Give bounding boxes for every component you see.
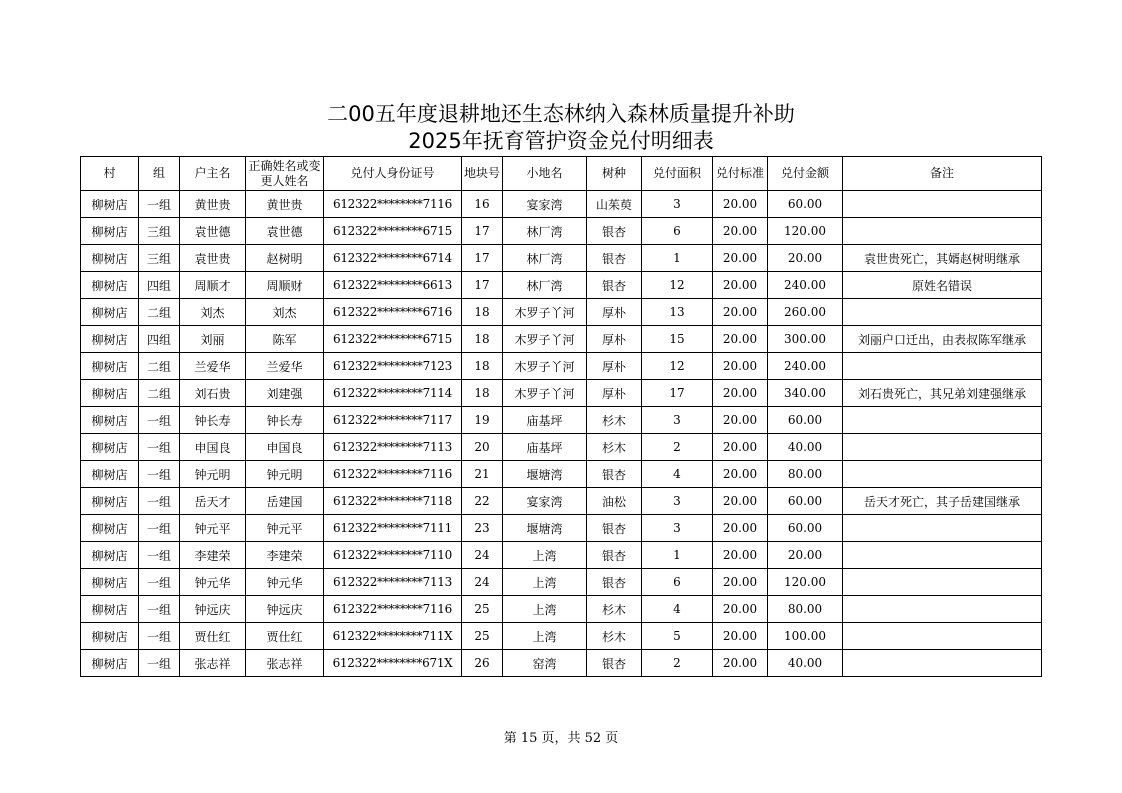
cell-correct-name: 赵树明 bbox=[246, 245, 324, 272]
cell-plot-number: 25 bbox=[462, 596, 503, 623]
table-row bbox=[81, 299, 1042, 326]
cell-amount: 300.00 bbox=[768, 326, 843, 353]
cell-remarks: 原姓名错误 bbox=[843, 272, 1042, 299]
cell-area: 17 bbox=[642, 380, 713, 407]
cell-remarks bbox=[843, 596, 1042, 623]
cell-area: 2 bbox=[642, 434, 713, 461]
cell-group: 一组 bbox=[139, 407, 180, 434]
table-row bbox=[81, 218, 1042, 245]
cell-standard: 20.00 bbox=[713, 542, 768, 569]
cell-place-name: 上湾 bbox=[503, 542, 587, 569]
cell-village: 柳树店 bbox=[81, 380, 139, 407]
cell-area: 3 bbox=[642, 488, 713, 515]
cell-householder: 刘丽 bbox=[180, 326, 246, 353]
cell-tree-species: 银杏 bbox=[587, 542, 642, 569]
table-row bbox=[81, 542, 1042, 569]
cell-plot-number: 25 bbox=[462, 623, 503, 650]
cell-area: 4 bbox=[642, 596, 713, 623]
cell-householder: 张志祥 bbox=[180, 650, 246, 677]
header-cell-standard: 兑付标准 bbox=[713, 157, 768, 191]
cell-standard: 20.00 bbox=[713, 461, 768, 488]
cell-id-number: 612322********6613 bbox=[324, 272, 462, 299]
cell-standard: 20.00 bbox=[713, 407, 768, 434]
header-cell-remarks: 备注 bbox=[843, 157, 1042, 191]
cell-amount: 60.00 bbox=[768, 488, 843, 515]
cell-correct-name: 钟远庆 bbox=[246, 596, 324, 623]
cell-amount: 80.00 bbox=[768, 596, 843, 623]
cell-correct-name: 周顺财 bbox=[246, 272, 324, 299]
cell-tree-species: 银杏 bbox=[587, 569, 642, 596]
cell-householder: 刘杰 bbox=[180, 299, 246, 326]
cell-standard: 20.00 bbox=[713, 596, 768, 623]
header-cell-id-number: 兑付人身份证号 bbox=[324, 157, 462, 191]
cell-correct-name: 刘杰 bbox=[246, 299, 324, 326]
cell-plot-number: 20 bbox=[462, 434, 503, 461]
header-cell-group: 组 bbox=[139, 157, 180, 191]
cell-place-name: 庙基坪 bbox=[503, 434, 587, 461]
cell-village: 柳树店 bbox=[81, 569, 139, 596]
cell-place-name: 林厂湾 bbox=[503, 218, 587, 245]
table-row bbox=[81, 353, 1042, 380]
cell-amount: 120.00 bbox=[768, 569, 843, 596]
cell-place-name: 庙基坪 bbox=[503, 407, 587, 434]
cell-place-name: 宴家湾 bbox=[503, 191, 587, 218]
page-number-footer: 第 15 页，共 52 页 bbox=[503, 731, 619, 746]
cell-amount: 60.00 bbox=[768, 407, 843, 434]
cell-group: 四组 bbox=[139, 272, 180, 299]
table-row bbox=[81, 191, 1042, 218]
cell-standard: 20.00 bbox=[713, 272, 768, 299]
cell-id-number: 612322********7111 bbox=[324, 515, 462, 542]
cell-standard: 20.00 bbox=[713, 191, 768, 218]
header-cell-tree-species: 树种 bbox=[587, 157, 642, 191]
cell-village: 柳树店 bbox=[81, 407, 139, 434]
cell-correct-name: 黄世贵 bbox=[246, 191, 324, 218]
cell-group: 一组 bbox=[139, 434, 180, 461]
cell-village: 柳树店 bbox=[81, 299, 139, 326]
cell-id-number: 612322********7110 bbox=[324, 542, 462, 569]
cell-remarks bbox=[843, 434, 1042, 461]
cell-amount: 260.00 bbox=[768, 299, 843, 326]
cell-place-name: 堰塘湾 bbox=[503, 461, 587, 488]
cell-plot-number: 23 bbox=[462, 515, 503, 542]
table-row bbox=[81, 245, 1042, 272]
table-row bbox=[81, 596, 1042, 623]
cell-village: 柳树店 bbox=[81, 461, 139, 488]
cell-place-name: 木罗子丫河 bbox=[503, 353, 587, 380]
cell-group: 一组 bbox=[139, 461, 180, 488]
cell-standard: 20.00 bbox=[713, 380, 768, 407]
cell-group: 三组 bbox=[139, 245, 180, 272]
cell-group: 二组 bbox=[139, 380, 180, 407]
cell-tree-species: 厚朴 bbox=[587, 353, 642, 380]
cell-group: 一组 bbox=[139, 515, 180, 542]
cell-tree-species: 银杏 bbox=[587, 515, 642, 542]
cell-place-name: 上湾 bbox=[503, 569, 587, 596]
cell-standard: 20.00 bbox=[713, 245, 768, 272]
cell-id-number: 612322********7113 bbox=[324, 434, 462, 461]
cell-remarks bbox=[843, 299, 1042, 326]
cell-tree-species: 银杏 bbox=[587, 272, 642, 299]
cell-remarks: 岳天才死亡，其子岳建国继承 bbox=[843, 488, 1042, 515]
cell-village: 柳树店 bbox=[81, 326, 139, 353]
table-header-row bbox=[81, 157, 1042, 191]
cell-correct-name: 张志祥 bbox=[246, 650, 324, 677]
cell-plot-number: 18 bbox=[462, 326, 503, 353]
cell-remarks bbox=[843, 542, 1042, 569]
cell-standard: 20.00 bbox=[713, 434, 768, 461]
cell-amount: 60.00 bbox=[768, 515, 843, 542]
cell-correct-name: 兰爱华 bbox=[246, 353, 324, 380]
cell-plot-number: 26 bbox=[462, 650, 503, 677]
cell-amount: 340.00 bbox=[768, 380, 843, 407]
cell-area: 3 bbox=[642, 515, 713, 542]
cell-id-number: 612322********6715 bbox=[324, 326, 462, 353]
cell-id-number: 612322********7116 bbox=[324, 191, 462, 218]
cell-remarks bbox=[843, 353, 1042, 380]
cell-remarks bbox=[843, 569, 1042, 596]
cell-village: 柳树店 bbox=[81, 542, 139, 569]
cell-correct-name: 钟元明 bbox=[246, 461, 324, 488]
cell-plot-number: 24 bbox=[462, 542, 503, 569]
cell-tree-species: 杉木 bbox=[587, 407, 642, 434]
cell-id-number: 612322********711X bbox=[324, 623, 462, 650]
cell-id-number: 612322********7123 bbox=[324, 353, 462, 380]
header-cell-place-name: 小地名 bbox=[503, 157, 587, 191]
cell-plot-number: 22 bbox=[462, 488, 503, 515]
cell-standard: 20.00 bbox=[713, 515, 768, 542]
cell-village: 柳树店 bbox=[81, 272, 139, 299]
cell-id-number: 612322********6714 bbox=[324, 245, 462, 272]
cell-standard: 20.00 bbox=[713, 299, 768, 326]
header-cell-plot-number: 地块号 bbox=[462, 157, 503, 191]
table-row bbox=[81, 326, 1042, 353]
cell-village: 柳树店 bbox=[81, 515, 139, 542]
cell-householder: 贾仕红 bbox=[180, 623, 246, 650]
cell-tree-species: 杉木 bbox=[587, 623, 642, 650]
cell-id-number: 612322********6715 bbox=[324, 218, 462, 245]
cell-group: 一组 bbox=[139, 542, 180, 569]
cell-remarks bbox=[843, 218, 1042, 245]
cell-group: 一组 bbox=[139, 650, 180, 677]
cell-amount: 40.00 bbox=[768, 650, 843, 677]
table-row bbox=[81, 488, 1042, 515]
cell-householder: 钟长寿 bbox=[180, 407, 246, 434]
table-row bbox=[81, 515, 1042, 542]
header-cell-area: 兑付面积 bbox=[642, 157, 713, 191]
cell-plot-number: 21 bbox=[462, 461, 503, 488]
cell-area: 12 bbox=[642, 353, 713, 380]
cell-plot-number: 18 bbox=[462, 299, 503, 326]
cell-standard: 20.00 bbox=[713, 353, 768, 380]
cell-remarks bbox=[843, 407, 1042, 434]
cell-householder: 钟元明 bbox=[180, 461, 246, 488]
cell-amount: 40.00 bbox=[768, 434, 843, 461]
cell-householder: 刘石贵 bbox=[180, 380, 246, 407]
header-cell-correct-name: 正确姓名或变更人姓名 bbox=[246, 157, 324, 191]
payment-detail-table bbox=[80, 156, 1042, 677]
cell-householder: 袁世贵 bbox=[180, 245, 246, 272]
cell-tree-species: 银杏 bbox=[587, 461, 642, 488]
cell-tree-species: 杉木 bbox=[587, 596, 642, 623]
cell-id-number: 612322********6716 bbox=[324, 299, 462, 326]
table-row bbox=[81, 461, 1042, 488]
cell-tree-species: 厚朴 bbox=[587, 299, 642, 326]
cell-plot-number: 17 bbox=[462, 272, 503, 299]
cell-tree-species: 厚朴 bbox=[587, 380, 642, 407]
cell-correct-name: 陈军 bbox=[246, 326, 324, 353]
cell-area: 1 bbox=[642, 542, 713, 569]
table-row bbox=[81, 380, 1042, 407]
cell-correct-name: 袁世德 bbox=[246, 218, 324, 245]
cell-place-name: 木罗子丫河 bbox=[503, 326, 587, 353]
header-cell-householder: 户主名 bbox=[180, 157, 246, 191]
cell-area: 4 bbox=[642, 461, 713, 488]
cell-group: 一组 bbox=[139, 596, 180, 623]
cell-group: 二组 bbox=[139, 353, 180, 380]
table-row bbox=[81, 623, 1042, 650]
cell-plot-number: 18 bbox=[462, 380, 503, 407]
cell-plot-number: 18 bbox=[462, 353, 503, 380]
cell-group: 一组 bbox=[139, 623, 180, 650]
cell-correct-name: 刘建强 bbox=[246, 380, 324, 407]
cell-plot-number: 19 bbox=[462, 407, 503, 434]
cell-id-number: 612322********7116 bbox=[324, 461, 462, 488]
cell-tree-species: 厚朴 bbox=[587, 326, 642, 353]
cell-standard: 20.00 bbox=[713, 326, 768, 353]
cell-householder: 钟元平 bbox=[180, 515, 246, 542]
cell-remarks bbox=[843, 623, 1042, 650]
cell-id-number: 612322********7116 bbox=[324, 596, 462, 623]
cell-householder: 岳天才 bbox=[180, 488, 246, 515]
cell-tree-species: 油松 bbox=[587, 488, 642, 515]
cell-place-name: 木罗子丫河 bbox=[503, 299, 587, 326]
cell-remarks: 刘丽户口迁出，由表叔陈军继承 bbox=[843, 326, 1042, 353]
table-row bbox=[81, 650, 1042, 677]
cell-tree-species: 杉木 bbox=[587, 434, 642, 461]
cell-village: 柳树店 bbox=[81, 488, 139, 515]
cell-place-name: 窑湾 bbox=[503, 650, 587, 677]
cell-place-name: 堰塘湾 bbox=[503, 515, 587, 542]
cell-plot-number: 17 bbox=[462, 245, 503, 272]
cell-standard: 20.00 bbox=[713, 488, 768, 515]
cell-plot-number: 16 bbox=[462, 191, 503, 218]
cell-village: 柳树店 bbox=[81, 353, 139, 380]
cell-plot-number: 24 bbox=[462, 569, 503, 596]
cell-area: 2 bbox=[642, 650, 713, 677]
cell-amount: 80.00 bbox=[768, 461, 843, 488]
cell-householder: 黄世贵 bbox=[180, 191, 246, 218]
cell-remarks: 刘石贵死亡，其兄弟刘建强继承 bbox=[843, 380, 1042, 407]
cell-village: 柳树店 bbox=[81, 191, 139, 218]
cell-place-name: 上湾 bbox=[503, 623, 587, 650]
cell-remarks: 袁世贵死亡，其婿赵树明继承 bbox=[843, 245, 1042, 272]
cell-area: 3 bbox=[642, 407, 713, 434]
cell-correct-name: 李建荣 bbox=[246, 542, 324, 569]
cell-remarks bbox=[843, 515, 1042, 542]
cell-place-name: 木罗子丫河 bbox=[503, 380, 587, 407]
cell-group: 一组 bbox=[139, 569, 180, 596]
cell-area: 6 bbox=[642, 569, 713, 596]
cell-standard: 20.00 bbox=[713, 218, 768, 245]
cell-amount: 100.00 bbox=[768, 623, 843, 650]
table-row bbox=[81, 272, 1042, 299]
cell-correct-name: 钟元平 bbox=[246, 515, 324, 542]
cell-area: 1 bbox=[642, 245, 713, 272]
cell-correct-name: 钟长寿 bbox=[246, 407, 324, 434]
cell-group: 三组 bbox=[139, 218, 180, 245]
cell-householder: 钟远庆 bbox=[180, 596, 246, 623]
cell-group: 四组 bbox=[139, 326, 180, 353]
cell-householder: 周顺才 bbox=[180, 272, 246, 299]
cell-householder: 袁世德 bbox=[180, 218, 246, 245]
cell-area: 13 bbox=[642, 299, 713, 326]
cell-group: 二组 bbox=[139, 299, 180, 326]
cell-area: 12 bbox=[642, 272, 713, 299]
cell-village: 柳树店 bbox=[81, 650, 139, 677]
cell-standard: 20.00 bbox=[713, 650, 768, 677]
cell-village: 柳树店 bbox=[81, 434, 139, 461]
cell-village: 柳树店 bbox=[81, 245, 139, 272]
cell-group: 一组 bbox=[139, 488, 180, 515]
cell-amount: 120.00 bbox=[768, 218, 843, 245]
cell-householder: 申国良 bbox=[180, 434, 246, 461]
cell-householder: 钟元华 bbox=[180, 569, 246, 596]
cell-plot-number: 17 bbox=[462, 218, 503, 245]
cell-correct-name: 贾仕红 bbox=[246, 623, 324, 650]
cell-place-name: 林厂湾 bbox=[503, 272, 587, 299]
cell-amount: 20.00 bbox=[768, 542, 843, 569]
header-cell-village: 村 bbox=[81, 157, 139, 191]
header-cell-amount: 兑付金额 bbox=[768, 157, 843, 191]
cell-householder: 兰爱华 bbox=[180, 353, 246, 380]
cell-village: 柳树店 bbox=[81, 218, 139, 245]
cell-area: 5 bbox=[642, 623, 713, 650]
cell-area: 3 bbox=[642, 191, 713, 218]
cell-place-name: 宴家湾 bbox=[503, 488, 587, 515]
page-title-line-1: 二00五年度退耕地还生态林纳入森林质量提升补助 bbox=[327, 102, 795, 126]
table-row bbox=[81, 569, 1042, 596]
cell-correct-name: 岳建国 bbox=[246, 488, 324, 515]
page-title-line-2: 2025年抚育管护资金兑付明细表 bbox=[408, 129, 714, 153]
cell-correct-name: 申国良 bbox=[246, 434, 324, 461]
cell-remarks bbox=[843, 461, 1042, 488]
cell-id-number: 612322********7117 bbox=[324, 407, 462, 434]
cell-amount: 240.00 bbox=[768, 272, 843, 299]
cell-householder: 李建荣 bbox=[180, 542, 246, 569]
cell-id-number: 612322********671X bbox=[324, 650, 462, 677]
cell-remarks bbox=[843, 191, 1042, 218]
cell-amount: 60.00 bbox=[768, 191, 843, 218]
cell-standard: 20.00 bbox=[713, 623, 768, 650]
cell-place-name: 林厂湾 bbox=[503, 245, 587, 272]
cell-group: 一组 bbox=[139, 191, 180, 218]
cell-village: 柳树店 bbox=[81, 596, 139, 623]
cell-area: 15 bbox=[642, 326, 713, 353]
cell-id-number: 612322********7113 bbox=[324, 569, 462, 596]
cell-amount: 240.00 bbox=[768, 353, 843, 380]
table-row bbox=[81, 434, 1042, 461]
cell-id-number: 612322********7118 bbox=[324, 488, 462, 515]
cell-tree-species: 山茱萸 bbox=[587, 191, 642, 218]
cell-tree-species: 银杏 bbox=[587, 218, 642, 245]
cell-remarks bbox=[843, 650, 1042, 677]
cell-tree-species: 银杏 bbox=[587, 245, 642, 272]
cell-area: 6 bbox=[642, 218, 713, 245]
table-row bbox=[81, 407, 1042, 434]
cell-correct-name: 钟元华 bbox=[246, 569, 324, 596]
cell-amount: 20.00 bbox=[768, 245, 843, 272]
cell-id-number: 612322********7114 bbox=[324, 380, 462, 407]
cell-village: 柳树店 bbox=[81, 623, 139, 650]
cell-tree-species: 银杏 bbox=[587, 650, 642, 677]
cell-place-name: 上湾 bbox=[503, 596, 587, 623]
cell-standard: 20.00 bbox=[713, 569, 768, 596]
